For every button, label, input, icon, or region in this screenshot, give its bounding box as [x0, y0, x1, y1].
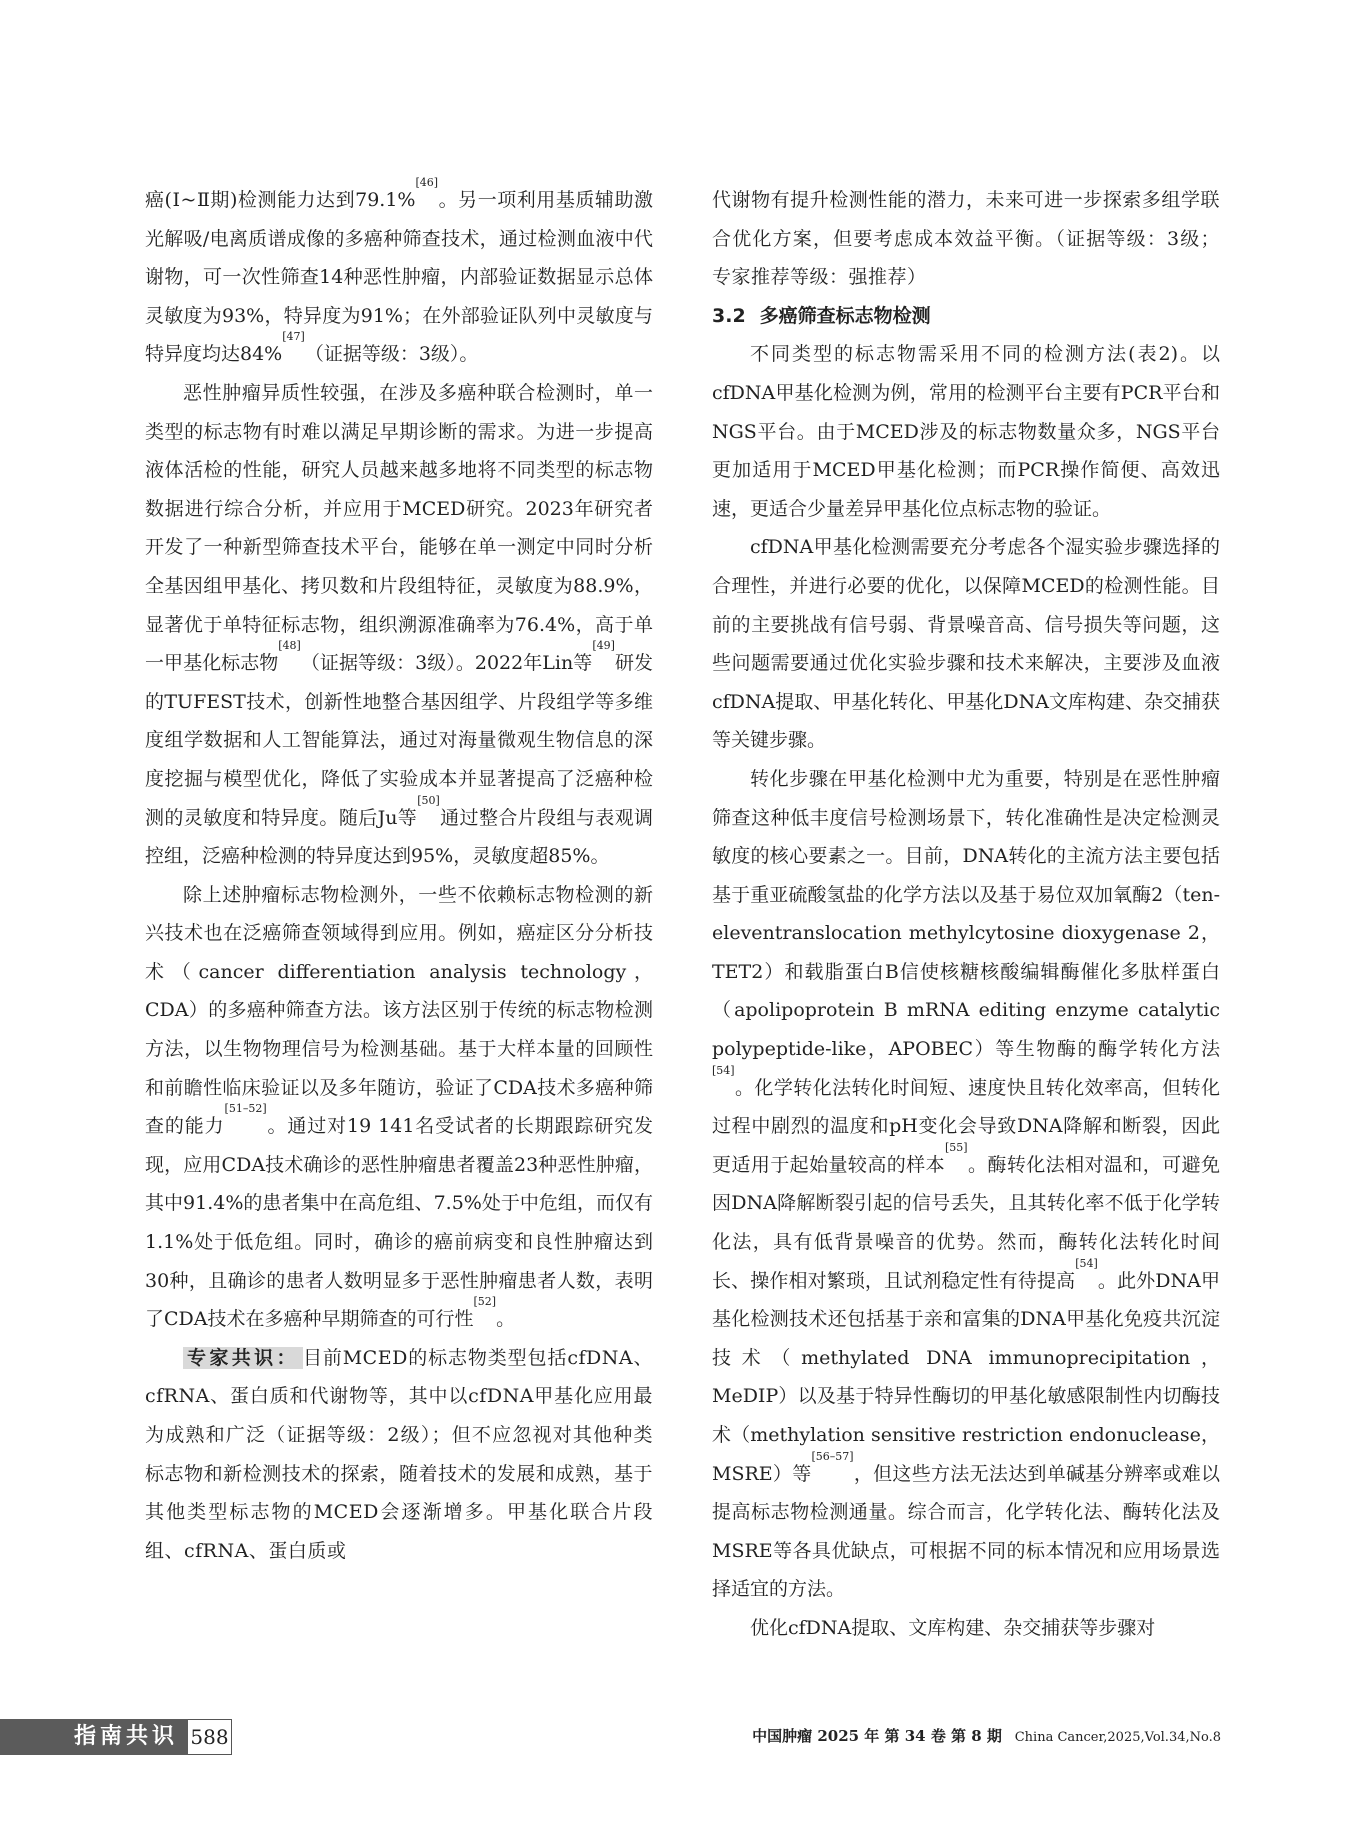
citation[interactable]: [47] — [282, 330, 305, 344]
journal-info — [752, 1725, 1221, 1746]
citation[interactable]: [46] — [415, 176, 439, 189]
citation[interactable]: [54] — [712, 1063, 735, 1077]
paragraph: 除上述肿瘤标志物检测外，一些不依赖标志物检测的新兴技术也在泛癌筛查领域得到应用。例如，癌症区分分析技术（cancer differentiation analysis technology，CDA）的多癌种筛查方法。该方法区别于传统的标志物检测方法，以生物物理信号为检测基础。基于大样本量的回顾性和前瞻性临床验证以及多年随访，验证了CDA技术多癌种筛查的能力[51–52]。通过对19 141名受试者的长期跟踪研究发现，应用CDA技术确诊的恶性肿瘤患者覆盖23种恶性肿瘤，其中91.4%的患者集中在高危组、7.5%处于中危组，而仅有1.1%处于低危组。同时，确诊的癌前病变和良性肿瘤达到30种，且确诊的患者人数明显多于恶性肿瘤患者人数，表明了CDA技术在多癌种早期筛查的可行性[52]。 — [145, 883, 653, 1331]
left-column — [145, 176, 653, 1570]
section-badge: 指南共识 — [0, 1719, 188, 1755]
citation[interactable]: [48] — [278, 639, 301, 653]
citation[interactable]: [54] — [1075, 1256, 1098, 1270]
paragraph: 不同类型的标志物需采用不同的检测方法(表2)。以cfDNA甲基化检测为例，常用的检测平台主要有PCR平台和NGS平台。由于MCED涉及的标志物数量众多，NGS平台更加适用于MCED甲基化检测；而PCR操作简便、高效迅速，更适合少量差异甲基化位点标志物的验证。 — [712, 343, 1220, 520]
paragraph: 代谢物有提升检测性能的潜力，未来可进一步探索多组学联合优化方案，但要考虑成本效益平衡。（证据等级：3级；专家推荐等级：强推荐） — [712, 189, 1220, 289]
paragraph: cfDNA甲基化检测需要充分考虑各个湿实验步骤选择的合理性，并进行必要的优化，以保障MCED的检测性能。目前的主要挑战有信号弱、背景噪音高、信号损失等问题，这些问题需要通过优化实验步骤和技术来解决，主要涉及血液cfDNA提取、甲基化转化、甲基化DNA文库构建、杂交捕获等关键步骤。 — [712, 536, 1220, 752]
paragraph: 优化cfDNA提取、文库构建、杂交捕获等步骤对 — [750, 1616, 1156, 1639]
journal-name-en: China Cancer,2025,Vol.34,No.8 — [1014, 1730, 1221, 1745]
page-number: 588 — [188, 1719, 232, 1755]
citation[interactable]: [49] — [592, 639, 615, 653]
section-title: 多癌筛查标志物检测 — [759, 304, 931, 327]
page-footer — [0, 1719, 1366, 1755]
citation[interactable]: [50] — [417, 793, 440, 807]
expert-consensus-label: 专家共识： — [183, 1347, 303, 1369]
journal-name-cn: 中国肿瘤 2025 年 第 34 卷 第 8 期 — [752, 1727, 1002, 1745]
right-column — [712, 181, 1220, 1648]
paragraph: 转化步骤在甲基化检测中尤为重要，特别是在恶性肿瘤筛查这种低丰度信号检测场景下，转化准确性是决定检测灵敏度的核心要素之一。目前，DNA转化的主流方法主要包括基于重亚硫酸氢盐的化学方法以及基于易位双加氧酶2（ten-eleventranslocation methylcytosine dioxygenase 2，TET2）和载脂蛋白B信使核糖核酸编辑酶催化多肽样蛋白（apolipoprotein B mRNA editing enzyme catalytic polypeptide-like，APOBEC）等生物酶的酶学转化方法[54]。化学转化法转化时间短、速度快且转化效率高，但转化过程中剧烈的温度和pH变化会导致DNA降解和断裂，因此更适用于起始量较高的样本[55]。酶转化法相对温和，可避免因DNA降解断裂引起的信号丢失，且其转化率不低于化学转化法，具有低背景噪音的优势。然而，酶转化法转化时间长、操作相对繁琐，且试剂稳定性有待提高[54]。此外DNA甲基化检测技术还包括基于亲和富集的DNA甲基化免疫共沉淀技术（methylated DNA immunoprecipitation，MeDIP）以及基于特异性酶切的甲基化敏感限制性内切酶技术（methylation sensitive restriction endonuclease，MSRE）等[56–57]，但这些方法无法达到单碱基分辨率或难以提高标志物检测通量。综合而言，化学转化法、酶转化法及MSRE等各具优缺点，可根据不同的标本情况和应用场景选择适宜的方法。 — [712, 767, 1220, 1601]
citation[interactable]: [51–52] — [224, 1102, 267, 1116]
section-number: 3.2 — [712, 304, 746, 327]
citation[interactable]: [52] — [473, 1295, 497, 1309]
expert-consensus-paragraph: 专家共识： 目前MCED的标志物类型包括cfDNA、cfRNA、蛋白质和代谢物等，其中以cfDNA甲基化应用最为成熟和广泛（证据等级：2级）；但不应忽视对其他种类标志物和新检测技术的探索，随着技术的发展和成熟，基于其他类型标志物的MCED会逐渐增多。甲基化联合片段组、cfRNA、蛋白质或 — [145, 1346, 653, 1562]
citation[interactable]: [55] — [944, 1140, 968, 1154]
section-heading — [712, 297, 1220, 336]
paragraph: 恶性肿瘤异质性较强，在涉及多癌种联合检测时，单一类型的标志物有时难以满足早期诊断的需求。为进一步提高液体活检的性能，研究人员越来越多地将不同类型的标志物数据进行综合分析，并应用于MCED研究。2023年研究者开发了一种新型筛查技术平台，能够在单一测定中同时分析全基因组甲基化、拷贝数和片段组特征，灵敏度为88.9%，显著优于单特征标志物，组织溯源准确率为76.4%，高于单一甲基化标志物[48]（证据等级：3级）。2022年Lin等[49]研发的TUFEST技术，创新性地整合基因组学、片段组学等多维度组学数据和人工智能算法，通过对海量微观生物信息的深度挖掘与模型优化，降低了实验成本并显著提高了泛癌种检测的灵敏度和特异度。随后Ju等[50]通过整合片段组与表观调控组，泛癌种检测的特异度达到95%，灵敏度超85%。 — [145, 381, 653, 868]
citation[interactable]: [56–57] — [811, 1449, 854, 1463]
paragraph: 癌(Ⅰ~Ⅱ期)检测能力达到79.1%[46]。另一项利用基质辅助激光解吸/电离质谱成像的多癌种筛查技术，通过检测血液中代谢物，可一次性筛查14种恶性肿瘤，内部验证数据显示总体灵敏度为93%，特异度为91%；在外部验证队列中灵敏度与特异度均达84%[47]（证据等级：3级）。 — [145, 176, 653, 366]
